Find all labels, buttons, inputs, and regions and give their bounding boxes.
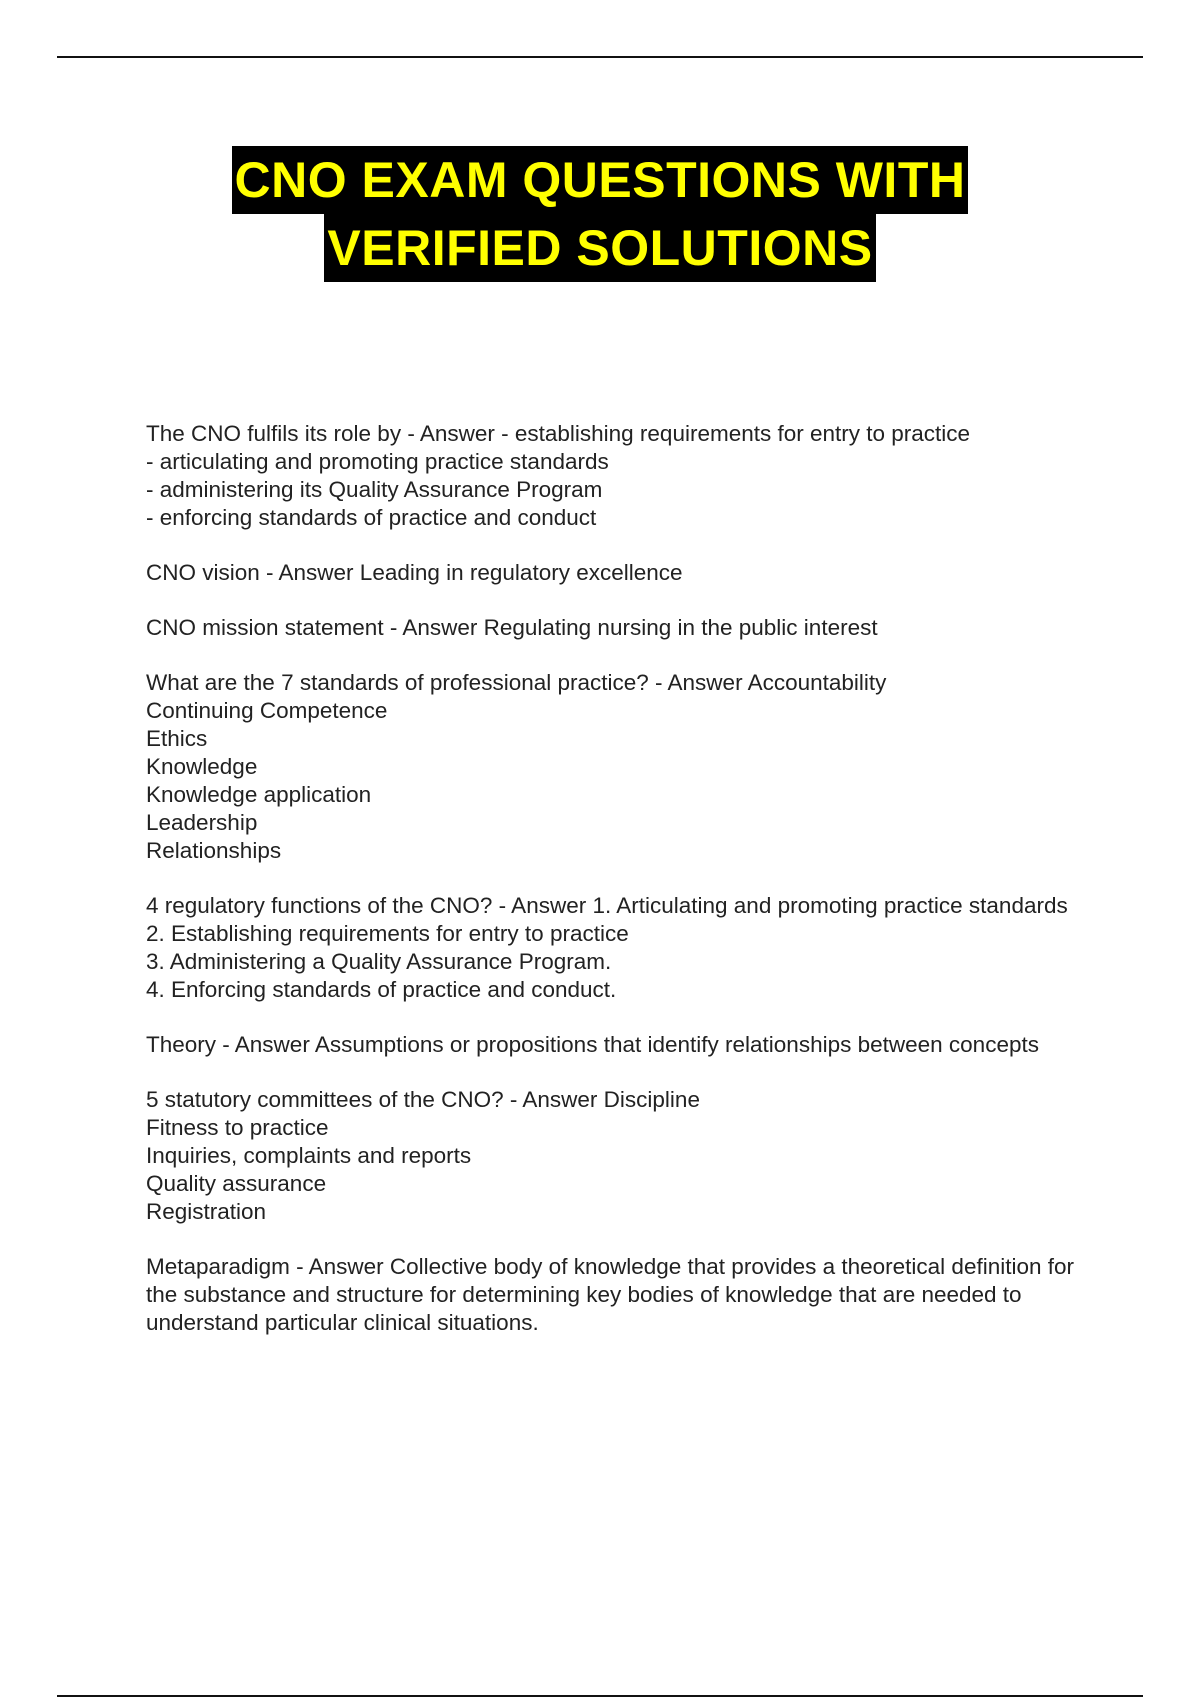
qa-line: 4 regulatory functions of the CNO? - Answer 1. Articulating and promoting practice standards	[146, 893, 1068, 918]
qa-line: Relationships	[146, 838, 282, 863]
qa-line: - administering its Quality Assurance Program	[146, 477, 603, 502]
qa-line: Inquiries, complaints and reports	[146, 1143, 472, 1168]
qa-entry-role	[146, 420, 1086, 532]
qa-line: What are the 7 standards of professional practice? - Answer Accountability	[146, 670, 887, 695]
qa-entry-committees	[146, 1086, 1086, 1226]
qa-line: Ethics	[146, 726, 208, 751]
qa-line: Quality assurance	[146, 1171, 327, 1196]
qa-line: 4. Enforcing standards of practice and conduct.	[146, 977, 617, 1002]
qa-entry-standards	[146, 669, 1086, 865]
title-line-1: CNO EXAM QUESTIONS WITH	[232, 146, 969, 214]
qa-line: 3. Administering a Quality Assurance Program.	[146, 949, 612, 974]
qa-line: 5 statutory committees of the CNO? - Answer Discipline	[146, 1087, 700, 1112]
qa-entry-regulatory-functions	[146, 892, 1086, 1004]
qa-content	[146, 420, 1086, 1364]
qa-entry-metaparadigm	[146, 1253, 1086, 1337]
qa-line: Knowledge	[146, 754, 258, 779]
qa-line: 2. Establishing requirements for entry to practice	[146, 921, 629, 946]
qa-line: The CNO fulfils its role by - Answer - establishing requirements for entry to practice	[146, 421, 971, 446]
qa-line: Fitness to practice	[146, 1115, 329, 1140]
qa-line: Leadership	[146, 810, 258, 835]
title-line-2: VERIFIED SOLUTIONS	[324, 214, 875, 282]
qa-line: Registration	[146, 1199, 267, 1224]
qa-line: Continuing Competence	[146, 698, 388, 723]
top-rule	[57, 56, 1143, 58]
qa-entry-mission	[146, 614, 1086, 642]
qa-line: Knowledge application	[146, 782, 372, 807]
qa-line: - articulating and promoting practice standards	[146, 449, 609, 474]
qa-entry-theory	[146, 1031, 1086, 1059]
qa-line: CNO mission statement - Answer Regulating nursing in the public interest	[146, 615, 878, 640]
qa-line: Metaparadigm - Answer Collective body of knowledge that provides a theoretical definition for the substance and structure for determining key bodies of knowledge that are needed to understand particular clinical situations.	[146, 1254, 1075, 1335]
qa-line: CNO vision - Answer Leading in regulatory excellence	[146, 560, 683, 585]
qa-line: Theory - Answer Assumptions or propositions that identify relationships between concepts	[146, 1032, 1039, 1057]
qa-line: - enforcing standards of practice and conduct	[146, 505, 597, 530]
qa-entry-vision	[146, 559, 1086, 587]
document-title	[0, 146, 1200, 282]
bottom-rule	[57, 1695, 1143, 1697]
